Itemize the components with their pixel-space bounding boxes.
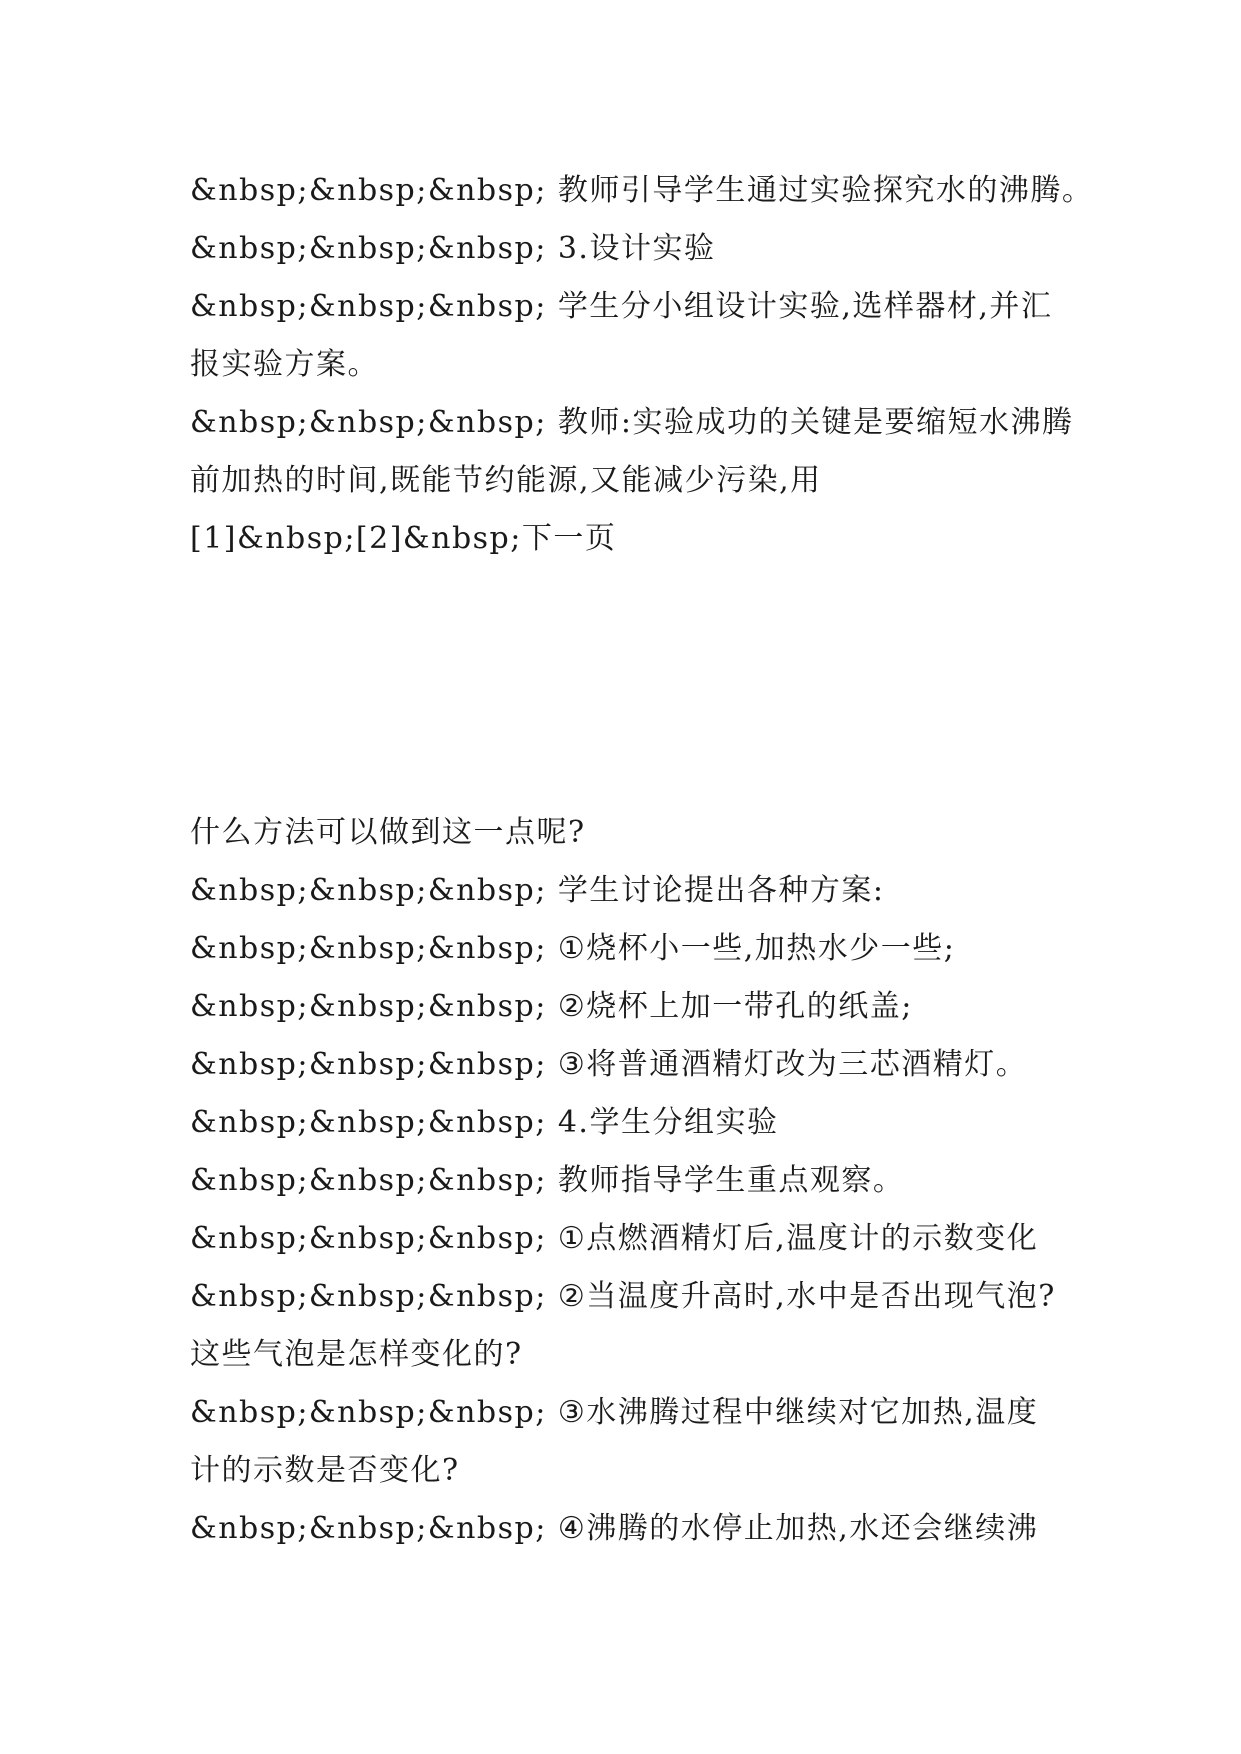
text-line: 这些气泡是怎样变化的?: [190, 1337, 523, 1372]
text-line: &nbsp;&nbsp;&nbsp; ③水沸腾过程中继续对它加热,温度: [190, 1395, 1039, 1430]
text-line: &nbsp;&nbsp;&nbsp; 学生讨论提出各种方案:: [190, 873, 885, 908]
text-line: &nbsp;&nbsp;&nbsp; ①烧杯小一些,加热水少一些;: [190, 931, 956, 966]
document-section-1: [190, 162, 1094, 568]
text-line: &nbsp;&nbsp;&nbsp; 学生分小组设计实验,选样器材,并汇: [190, 289, 1053, 324]
text-line: &nbsp;&nbsp;&nbsp; 教师指导学生重点观察。: [190, 1163, 905, 1198]
text-line: &nbsp;&nbsp;&nbsp; ④沸腾的水停止加热,水还会继续沸: [190, 1511, 1039, 1546]
text-line: &nbsp;&nbsp;&nbsp; ③将普通酒精灯改为三芯酒精灯。: [190, 1047, 1028, 1082]
text-line: 前加热的时间,既能节约能源,又能减少污染,用: [190, 463, 822, 498]
text-line: &nbsp;&nbsp;&nbsp; 4.学生分组实验: [190, 1105, 779, 1140]
text-line: &nbsp;&nbsp;&nbsp; 教师:实验成功的关键是要缩短水沸腾: [190, 405, 1074, 440]
text-line: &nbsp;&nbsp;&nbsp; ①点燃酒精灯后,温度计的示数变化: [190, 1221, 1039, 1256]
text-line: &nbsp;&nbsp;&nbsp; ②当温度升高时,水中是否出现气泡?: [190, 1279, 1056, 1314]
text-line: 报实验方案。: [190, 347, 379, 382]
text-line: &nbsp;&nbsp;&nbsp; 教师引导学生通过实验探究水的沸腾。: [190, 173, 1094, 208]
pagination-line: [1]&nbsp;[2]&nbsp;下一页: [190, 521, 617, 556]
text-line: &nbsp;&nbsp;&nbsp; ②烧杯上加一带孔的纸盖;: [190, 989, 913, 1024]
document-section-2: [190, 804, 1090, 1558]
text-line: 计的示数是否变化?: [190, 1453, 460, 1488]
text-line: &nbsp;&nbsp;&nbsp; 3.设计实验: [190, 231, 716, 266]
text-line: 什么方法可以做到这一点呢?: [190, 815, 586, 850]
